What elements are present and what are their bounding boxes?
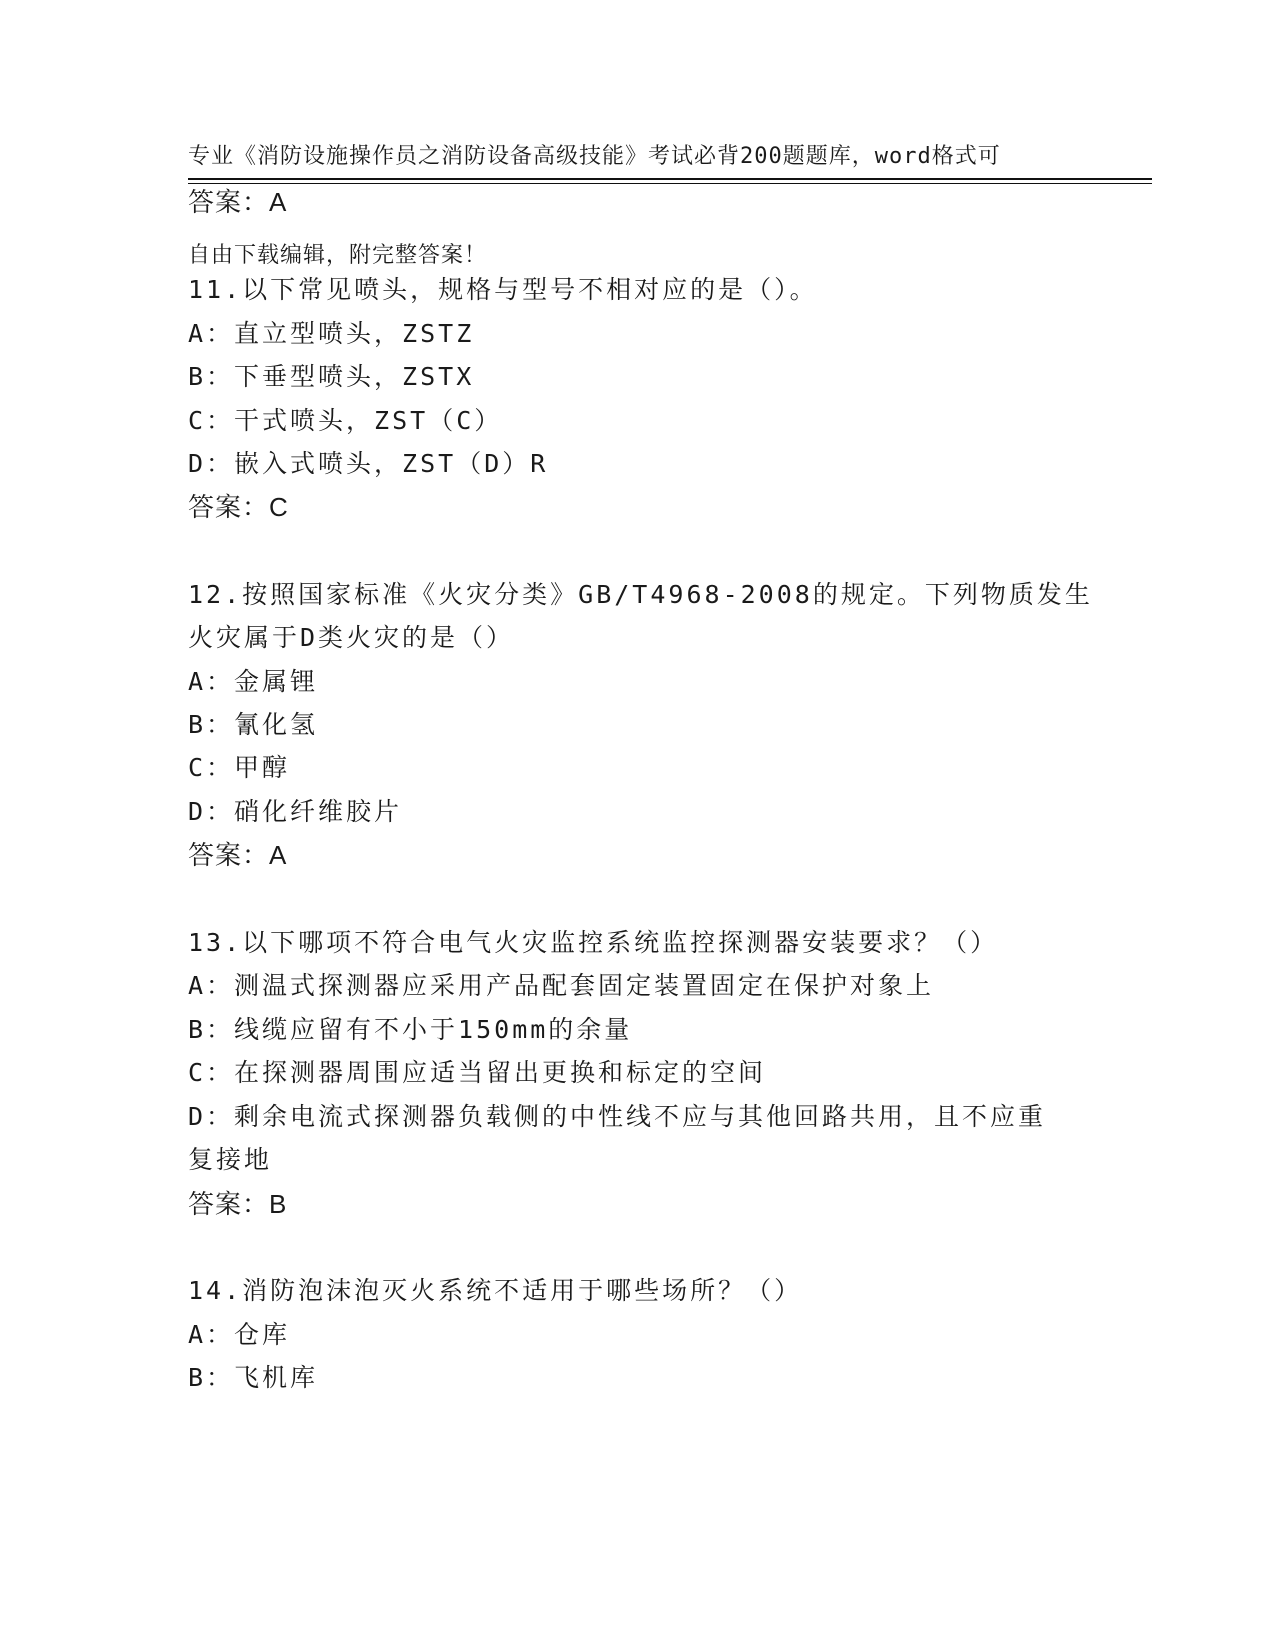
option-line: B：飞机库 [188, 1363, 319, 1392]
answer-line: 答案：C [188, 492, 289, 522]
question-stem: 火灾属于D类火灾的是（） [188, 623, 515, 652]
answer-line: 答案：B [188, 1189, 288, 1219]
option-line: C：甲醇 [188, 753, 291, 782]
option-line: D：剩余电流式探测器负载侧的中性线不应与其他回路共用，且不应重 [188, 1102, 1047, 1131]
option-line: A：测温式探测器应采用产品配套固定装置固定在保护对象上 [188, 971, 935, 1000]
question-stem: 11.以下常见喷头，规格与型号不相对应的是（）。 [188, 275, 818, 304]
option-line: 复接地 [188, 1145, 273, 1174]
option-line: D：嵌入式喷头，ZST（D）R [188, 449, 549, 478]
option-line: A：金属锂 [188, 667, 319, 696]
option-line: D：硝化纤维胶片 [188, 797, 403, 826]
option-line: A：仓库 [188, 1320, 291, 1349]
header-divider [188, 183, 1152, 184]
question-stem: 12.按照国家标准《火灾分类》GB/T4968-2008的规定。下列物质发生 [188, 580, 1093, 609]
question-stem: 14.消防泡沫泡灭火系统不适用于哪些场所？（） [188, 1276, 803, 1305]
option-line: C：在探测器周围应适当留出更换和标定的空间 [188, 1058, 767, 1087]
question-stem: 13.以下哪项不符合电气火灾监控系统监控探测器安装要求？（） [188, 928, 999, 957]
option-line: B：线缆应留有不小于150mm的余量 [188, 1015, 633, 1044]
answer-line: 答案：A [188, 840, 288, 870]
header-divider [188, 178, 1152, 180]
header-line: 自由下载编辑，附完整答案！ [188, 243, 488, 268]
option-line: B：下垂型喷头，ZSTX [188, 362, 475, 391]
option-line: B：氰化氢 [188, 710, 319, 739]
option-line: A：直立型喷头，ZSTZ [188, 319, 475, 348]
option-line: C：干式喷头，ZST（C） [188, 406, 503, 435]
answer-line: 答案：A [188, 187, 288, 217]
header-line: 专业《消防设施操作员之消防设备高级技能》考试必背200题题库，word格式可 [188, 144, 1001, 169]
